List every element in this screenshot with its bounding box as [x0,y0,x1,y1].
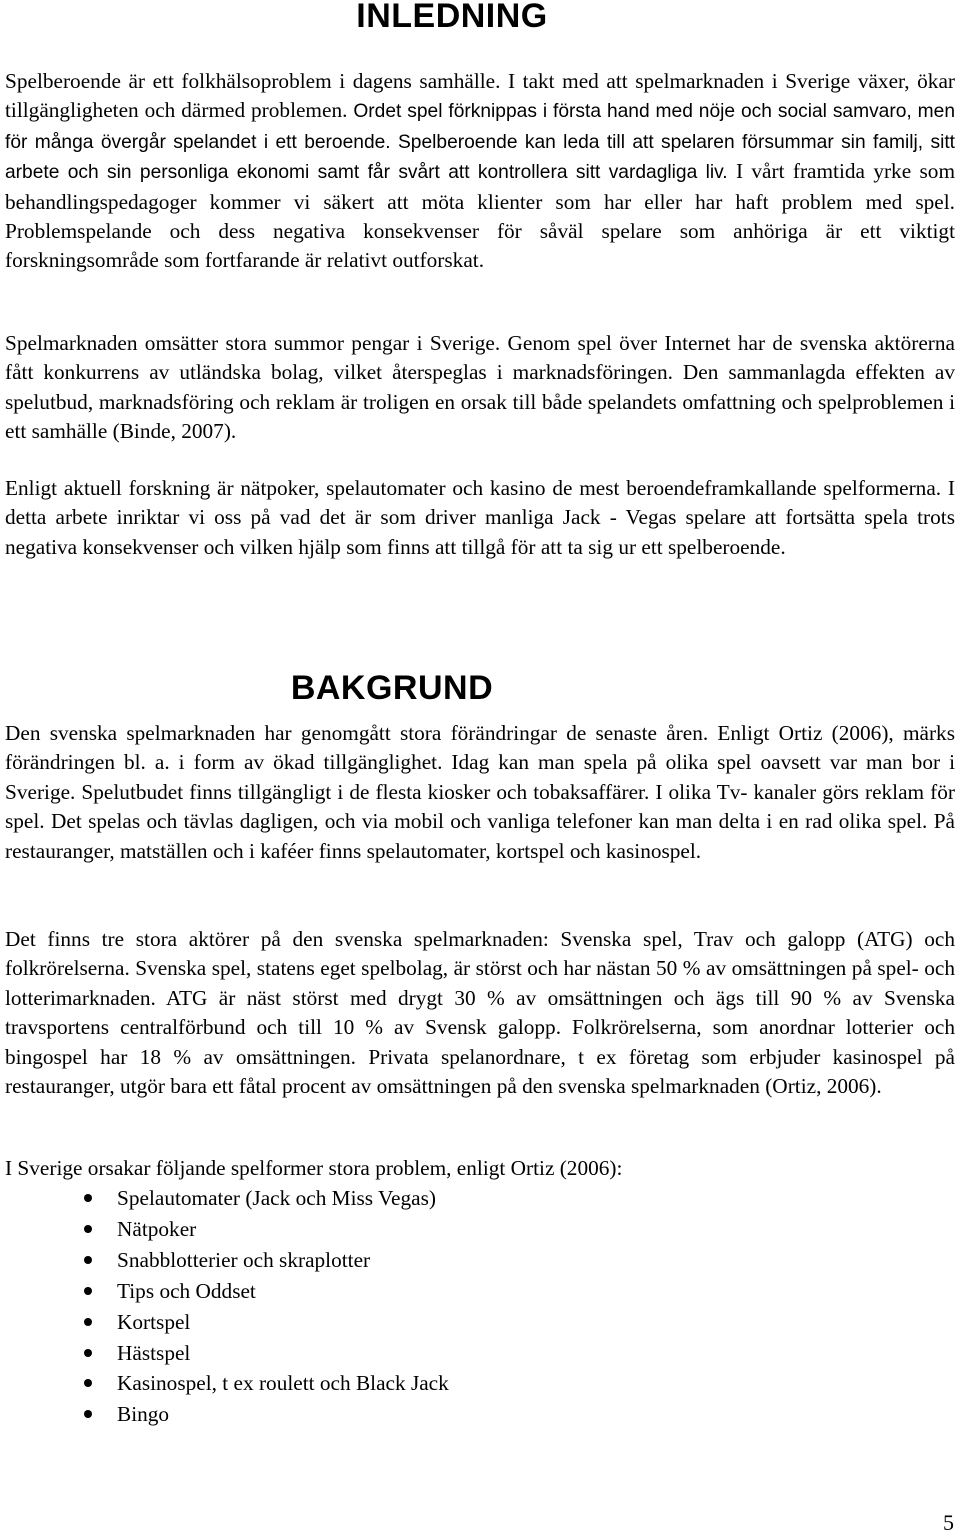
heading-inledning: INLEDNING [356,0,548,35]
intro-paragraph-1-part-c: I vårt framtida yrke som behandlingspedagoger kommer vi säkert att möta klienter som har eller har haft problem med spel. Problemspelande och dess negativa konsekvenser för såväl spelare som anhöriga är ett viktigt forskningsområde som fortfarande är relativt outforskat. [5,159,956,273]
list-item: Bingo [0,1399,449,1430]
list-item: Kortspel [0,1307,449,1338]
bullet-icon [84,1410,92,1418]
problem-list-intro: I Sverige orsakar följande spelformer stora problem, enligt Ortiz (2006): [5,1156,623,1180]
problem-gambling-list [0,1183,449,1430]
intro-paragraph-3: Enligt aktuell forskning är nätpoker, spelautomater och kasino de mest beroendeframkallande spelformerna. I detta arbete inriktar vi oss på vad det är som driver manliga Jack - Vegas spelare att fortsätta spela trots negativa konsekvenser och vilken hjälp som finns att tillgå för att ta sig ur ett spelberoende. [5,476,955,559]
background-paragraph-2: Det finns tre stora aktörer på den svenska spelmarknaden: Svenska spel, Trav och galopp (ATG) och folkrörelserna. Svenska spel, statens eget spelbolag, är störst och har nästan 50 % av omsättningen på spel- och lotterimarknaden. ATG är näst störst med drygt 30 % av omsättningen och ägs till 90 % av Svenska travsportens centralförbund och till 10 % av Svensk galopp. Folkrörelserna, som anordnar lotterier och bingospel har 18 % av omsättningen. Privata spelanordnare, t ex företag som erbjuder kasinospel på restauranger, utgör bara ett fåtal procent av omsättningen på den svenska spelmarknaden (Ortiz, 2006). [5,927,955,1099]
intro-paragraph-2 [5,329,955,447]
bullet-icon [84,1349,92,1357]
intro-paragraph-1-part-a: Spelberoende är ett folkhälsoproblem i dagens samhälle. I takt med att spelmarknaden i Sverige växer, ökar tillgängligheten och därmed problemen. [5,69,955,123]
background-paragraph-1: Den svenska spelmarknaden har genomgått stora förändringar de senaste åren. Enligt Ortiz (2006), märks förändringen bl. a. i form av ökad tillgänglighet. Idag kan man spela på olika spel oavsett var man bor i Sverige. Spelutbudet finns tillgängligt i de flesta kiosker och tobaksaffärer. I olika Tv- kanaler görs reklam för spel. Det spelas och tävlas dagligen, och via mobil och vanliga telefoner kan man delta i en rad olika spel. På restauranger, matställen och i kaféer finns spelautomater, kortspel och kasinospel. [5,721,955,863]
bullet-icon [84,1225,92,1233]
bullet-icon [84,1194,92,1202]
intro-paragraph-1-part-b: Ordet spel förknippas i första hand med nöje och social samvaro, men för många övergår spelandet i ett beroende. Spelberoende kan leda till att spelaren försummar sin familj, sitt arbete och sin personliga ekonomi samt får svårt att kontrollera sitt vardagliga liv. [5,101,955,184]
bullet-icon [84,1256,92,1264]
list-item: Snabblotterier och skraplotter [0,1245,449,1276]
page-number: 5 [943,1510,954,1535]
list-item: Tips och Oddset [0,1276,449,1307]
heading-bakgrund: BAKGRUND [290,669,494,707]
intro-paragraph-2-part-b: Genom spel över Internet har de svenska aktörerna fått konkurrens av utländska bolag, vilket återspeglas i marknadsföringen. Den sammanlagda effekten av spelutbud, marknadsföring och reklam är troligen en orsak till både spelandets omfattning och spelproblemen i ett samhälle (Binde, 2007). [5,331,955,444]
list-item: Nätpoker [0,1214,449,1245]
intro-paragraph-1 [5,67,955,276]
intro-paragraph-2-part-a: Spelmarknaden omsätter stora summor pengar i Sverige. [5,331,501,355]
bullet-icon [84,1318,92,1326]
list-item: Spelautomater (Jack och Miss Vegas) [0,1183,449,1214]
bullet-icon [84,1379,92,1387]
list-item: Hästspel [0,1338,449,1369]
bullet-icon [84,1287,92,1295]
list-item: Kasinospel, t ex roulett och Black Jack [0,1368,449,1399]
